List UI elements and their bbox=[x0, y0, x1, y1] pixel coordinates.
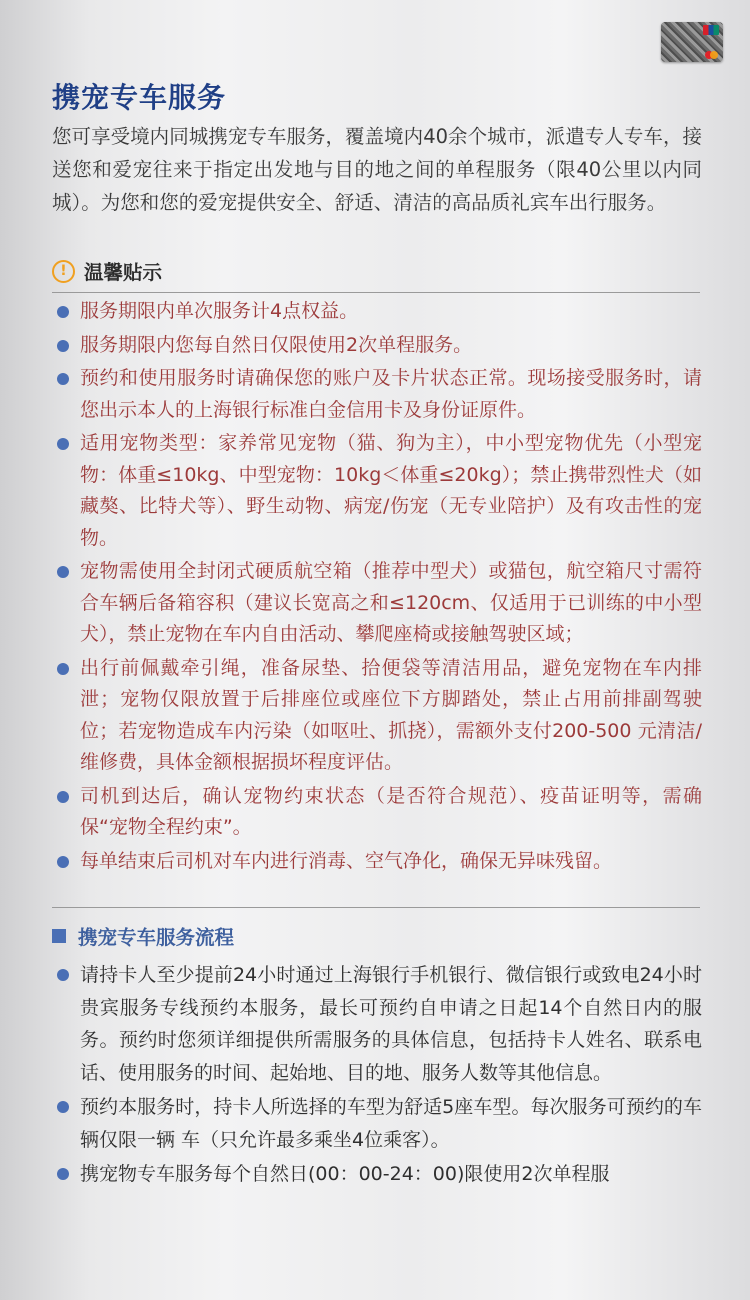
tips-item: 宠物需使用全封闭式硬质航空箱（推荐中型犬）或猫包，航空箱尺寸需符合车辆后备箱容积（建议长宽高之和≤120cm、仅适用于已训练的中小型犬），禁止宠物在车内自由活动、攀爬座椅或接触驾驶区域； bbox=[52, 556, 702, 651]
warning-icon: ! bbox=[52, 260, 75, 283]
unionpay-logo-icon bbox=[703, 25, 719, 35]
flow-item: 携宠物专车服务每个自然日(00：00-24：00)限使用2次单程服 bbox=[52, 1158, 702, 1191]
flow-list bbox=[52, 959, 702, 1193]
tips-list bbox=[52, 296, 702, 879]
tips-item: 每单结束后司机对车内进行消毒、空气净化，确保无异味残留。 bbox=[52, 846, 702, 878]
tips-item: 出行前佩戴牵引绳，准备尿垫、拾便袋等清洁用品，避免宠物在车内排泄；宠物仅限放置于后排座位或座位下方脚踏处，禁止占用前排副驾驶位；若宠物造成车内污染（如呕吐、抓挠），需额外支付200-500 元清洁/维修费，具体金额根据损坏程度评估。 bbox=[52, 653, 702, 779]
square-bullet-icon bbox=[52, 929, 66, 943]
tips-item: 服务期限内单次服务计4点权益。 bbox=[52, 296, 702, 328]
tips-item: 司机到达后，确认宠物约束状态（是否符合规范）、疫苗证明等，需确保“宠物全程约束”。 bbox=[52, 781, 702, 844]
flow-item: 预约本服务时，持卡人所选择的车型为舒适5座车型。每次服务可预约的车辆仅限一辆 车（只允许最多乘坐4位乘客）。 bbox=[52, 1091, 702, 1156]
divider bbox=[52, 292, 700, 293]
tips-item: 适用宠物类型：家养常见宠物（猫、狗为主），中小型宠物优先（小型宠物：体重≤10kg、中型宠物：10kg＜体重≤20kg）；禁止携带烈性犬（如藏獒、比特犬等）、野生动物、病宠/伤宠（无专业陪护）及有攻击性的宠物。 bbox=[52, 428, 702, 554]
page-title: 携宠专车服务 bbox=[52, 81, 227, 114]
flow-title: 携宠专车服务流程 bbox=[78, 926, 235, 949]
tips-item: 预约和使用服务时请确保您的账户及卡片状态正常。现场接受服务时，请您出示本人的上海银行标准白金信用卡及身份证原件。 bbox=[52, 363, 702, 426]
intro-paragraph: 您可享受境内同城携宠专车服务，覆盖境内40余个城市，派遣专人专车，接送您和爱宠往来于指定出发地与目的地之间的单程服务（限40公里以内同城）。为您和您的爱宠提供安全、舒适、清洁的高品质礼宾车出行服务。 bbox=[52, 125, 702, 214]
flow-item: 请持卡人至少提前24小时通过上海银行手机银行、微信银行或致电24小时贵宾服务专线预约本服务，最长可预约自申请之日起14个自然日内的服务。预约时您须详细提供所需服务的具体信息，包括持卡人姓名、联系电话、使用服务的时间、起始地、目的地、服务人数等其他信息。 bbox=[52, 959, 702, 1089]
flow-header bbox=[52, 922, 234, 950]
credit-card-thumbnail bbox=[661, 22, 723, 62]
tips-item: 服务期限内您每自然日仅限使用2次单程服务。 bbox=[52, 330, 702, 362]
mastercard-logo-icon bbox=[705, 51, 719, 59]
divider bbox=[52, 907, 700, 908]
tips-header bbox=[52, 256, 162, 286]
tips-title: 温馨贴示 bbox=[84, 261, 163, 284]
